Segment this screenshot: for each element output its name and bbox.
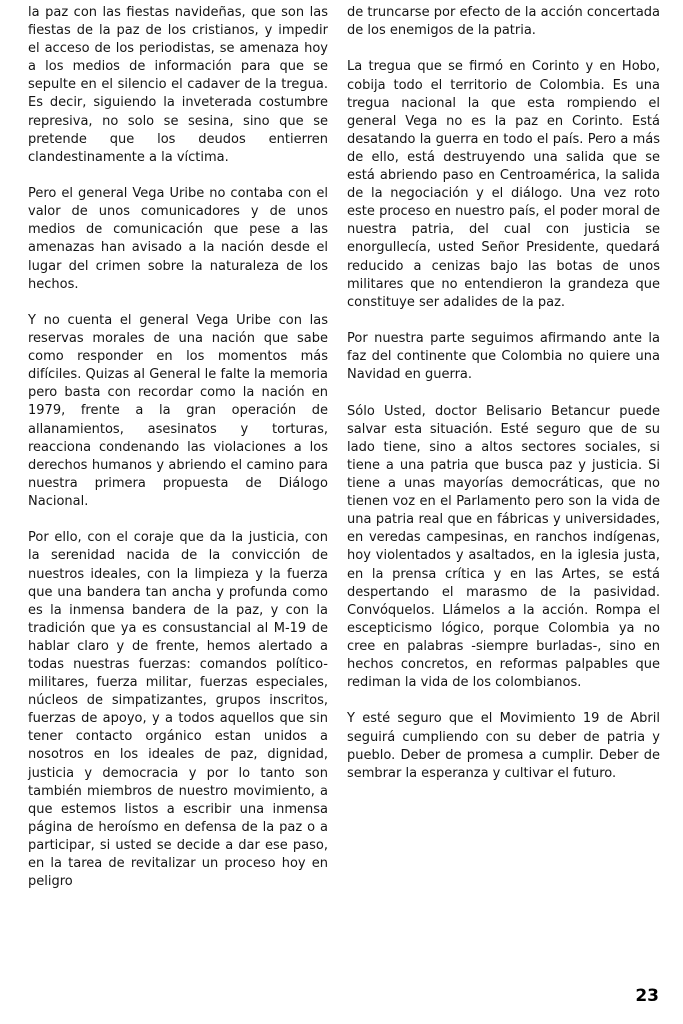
- right-paragraph-3: Por nuestra parte seguimos afirmando ante la faz del continente que Colombia no quiere una Navidad en guerra.: [347, 331, 660, 383]
- right-paragraph-1: de truncarse por efecto de la acción concertada de los enemigos de la patria.: [347, 5, 660, 39]
- right-paragraph-5: Y esté seguro que el Movimiento 19 de Abril seguirá cumpliendo con su deber de patria y pueblo. Deber de promesa a cumplir. Deber de sembrar la esperanza y cultivar el futuro.: [347, 711, 660, 781]
- left-paragraph-2: Pero el general Vega Uribe no contaba con el valor de unos comunicadores y de unos medios de comunicación que pese a las amenazas han avisado a la nación desde el lugar del crimen sobre la naturaleza de los hechos.: [28, 186, 328, 292]
- left-paragraph-3: Y no cuenta el general Vega Uribe con las reservas morales de una nación que sabe como responder en los momentos más difíciles. Quizas al General le falte la memoria pero basta con recordar como la nación en 1979, frente a la gran operación de allanamientos, asesinatos y torturas, reacciona condenando las violaciones a los derechos humanos y abriendo el camino para nuestra primera propuesta de Diálogo Nacional.: [28, 313, 328, 509]
- right-paragraph-4: Sólo Usted, doctor Belisario Betancur puede salvar esta situación. Esté seguro que de su lado tiene, sino a altos sectores sociales, si tiene a una patria que busca paz y justicia. Si tiene a unas mayorías democráticas, que no tienen voz en el Parlamento pero son la vida de una patria real que en fábricas y universidades, en veredas campesinas, en ranchos indígenas, hoy violentados y asaltados, en la iglesia justa, en la prensa crítica y en las Artes, se está despertando el marasmo de la pasividad. Convóquelos. Llámelos a la acción. Rompa el escepticismo lógico, porque Colombia ya no cree en palabras -siempre burladas-, sino en hechos concretos, en reformas palpables que rediman la vida de los colombianos.: [347, 403, 660, 691]
- left-paragraph-4: Por ello, con el coraje que da la justicia, con la serenidad nacida de la convicción de nuestros ideales, con la limpieza y la fuerza que una bandera tan ancha y profunda como es la inmensa bandera de la paz, y con la tradición que ya es consustancial al M-19 de hablar claro y de frente, hemos alertado a todas nuestras fuerzas: comandos político-militares, fuerza militar, fuerzas especiales, núcleos de simpatizantes, grupos inscritos, fuerzas de apoyo, y a todos aquellos que sin tener contacto orgánico estan unidos a nosotros en los ideales de paz, dignidad, justicia y democracia y por lo tanto son también miembros de nuestro movimiento, a que estemos listos a escribir una inmensa página de heroísmo en defensa de la paz o a participar, si usted se decide a dar ese paso, en la tarea de revitalizar un proceso hoy en peligro: [28, 530, 328, 890]
- left-paragraph-1: la paz con las fiestas navideñas, que son las fiestas de la paz de los cristianos, y impedir el acceso de los periodistas, se amenaza hoy a los medios de información para que se sepulte en el silencio el cadaver de la tregua. Es decir, siguiendo la inveterada costumbre represiva, no solo se sesina, sino que se pretende que los deudos entierren clandestinamente a la víctima.: [28, 5, 328, 165]
- right-paragraph-2: La tregua que se firmó en Corinto y en Hobo, cobija todo el territorio de Colombia. Es una tregua nacional la que esta rompiendo el general Vega no es la paz en Corinto. Está desatando la guerra en todo el país. Pero a más de ello, está destruyendo una salida que se está abriendo paso en Centroamérica, la salida de la negociación y el diálogo. Una vez roto este proceso en nuestro país, el poder moral de nuestra patria, del cual con justicia se enorgullecía, usted Señor Presidente, quedará reducido a cenizas bajo las botas de unos militares que no entendieron la grandeza que constituye ser adalides de la paz.: [347, 59, 660, 310]
- page-number: 23: [635, 986, 659, 1006]
- right-column: [347, 4, 660, 801]
- left-column: [28, 4, 328, 910]
